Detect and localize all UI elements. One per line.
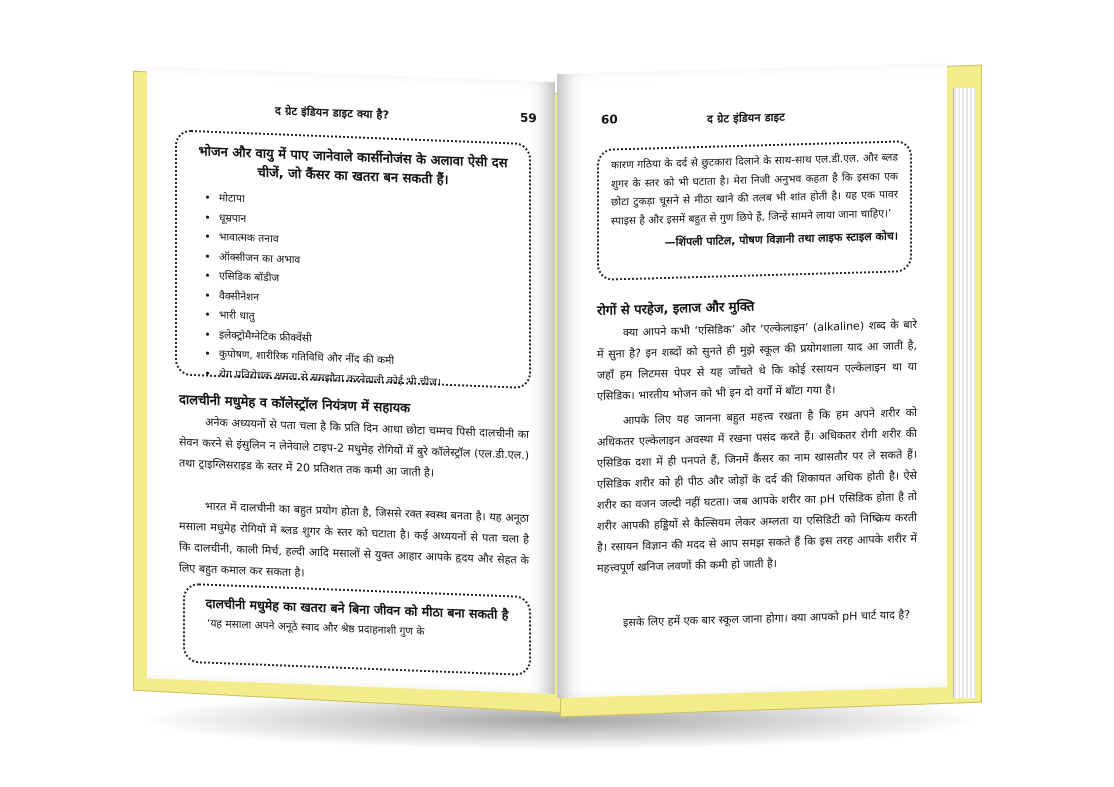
list-item: • भावात्मक तनाव (219, 228, 519, 259)
quote-continuation-text: कारण गठिया के दर्द से छुटकारा दिलाने के साथ-साथ एल.डी.एल. और ब्लड शुगर के स्तर को भी घटाता है। मेरा निजी अनुभव कहता है कि इसका एक छोटा टुकड़ा चूसने से मीठा खाने की तलब भी शांत होती है। यह एक पावर स्पाइस है और इसमें बहुत से गुण छिपे हैं, जिन्हें सामने लाया जाना चाहिए।’ (611, 151, 898, 227)
list-item: • धूम्रपान (219, 209, 519, 240)
right-page (557, 63, 947, 698)
section-heading-diseases: रोगों से परहेज, इलाज और मुक्ति (597, 299, 755, 319)
section-heading-cinnamon: दालचीनी मधुमेह व कॉलेस्ट्रॉल नियंत्रण में सहायक (179, 392, 411, 417)
list-item: • इलेक्ट्रोमैग्नेटिक फ्रीक्वेंसी (219, 326, 519, 357)
cancer-factors-list (187, 188, 519, 396)
quote-continuation-box (597, 140, 912, 281)
list-item: • ऑक्सीजन का अभाव (219, 248, 519, 279)
list-item: • वैक्सीनेशन (219, 287, 519, 318)
cinnamon-quote-box (183, 583, 531, 676)
list-item: • कुपोषण, शारीरिक गतिविधि और नींद की कमी (219, 345, 519, 376)
right-running-head: द ग्रेट इंडियन डाइट (707, 110, 785, 126)
cinnamon-quote-title: दालचीनी मधुमेह का खतरा बने बिना जीवन को मीठा बना सकती है (205, 595, 509, 623)
paragraph: इसके लिए हमें एक बार स्कूल जाना होगा। क्या आपको pH चार्ट याद है? (623, 608, 911, 630)
left-page (147, 66, 555, 694)
list-item: • भारी धातु (219, 306, 519, 337)
list-item: • एसिडिक बॉडीज (219, 267, 519, 298)
right-page-number: 60 (601, 112, 618, 127)
paragraph: क्या आपने कभी ‘एसिडिक’ और ‘एल्केलाइन’ (alkaline) शब्द के बारे में सुना है? इन शब्दों को सुनते ही मुझे स्कूल की प्रयोगशाला याद आ जाती है, जहाँ हम लिटमस पेपर से यह जाँचते थे कि कोई रसायन एल्केलाइन था या एसिडिक। भारतीय भोजन को भी इन दो वर्गों में बाँटा गया है। (597, 317, 917, 403)
quote-signature: —शिंपली पाटिल, पोषण विज्ञानी तथा लाइफ स्टाइल कोच। (664, 229, 898, 249)
list-item: • रोग प्रतिरोधक क्षमता से समझौता करनेवाली कोई भी चीज। (219, 365, 519, 396)
left-page-number: 59 (520, 110, 537, 126)
cancer-factors-box (175, 129, 531, 389)
list-item: • मोटापा (219, 189, 519, 220)
paragraph: भारत में दालचीनी का बहुत प्रयोग होता है, जिससे रक्त स्वस्थ बनता है। यह अनूठा मसाला मधुमेह रोगियों में ब्लड शुगर के स्तर को घटाता है। कई अध्ययनों से पता चला है कि दालचीनी, काली मिर्च, हल्दी आदि मसालों से युक्त आहार आपके हृदय और सेहत के लिए बहुत कमाल कर सकता है। (179, 499, 529, 580)
paragraph: आपके लिए यह जानना बहुत महत्त्व रखता है कि हम अपने शरीर को अधिकतर एल्केलाइन अवस्था में रखना पसंद करते हैं। अधिकतर रोगी शरीर की एसिडिक दशा में ही पनपते हैं, जिनमें कैंसर का नाम खासतौर पर ले सकते हैं। एसिडिक शरीर को ही पीठ और जोड़ों के दर्द की शिकायत अधिक होती है। ऐसे शरीर का वजन जल्दी नहीं घटता। जब आपके शरीर का pH एसिडिक होता है तो शरीर आपकी हड्डियों से कैल्सियम लेकर अम्लता या एसिडिटी को निष्क्रिय करती है। रसायन विज्ञान की मदद से आप समझ सकते हैं कि इस तरह आपके शरीर में महत्त्वपूर्ण खनिज लवणों की कमी हो जाती है। (597, 405, 917, 575)
cancer-factors-title: भोजन और वायु में पाए जानेवाले कार्सीनोजंस के अलावा ऐसी दस चीजें, जो कैंसर का खतरा बन सकती हैं। (198, 144, 508, 188)
paragraph: अनेक अध्ययनों से पता चला है कि प्रति दिन आधा छोटा चम्मच पिसी दालचीनी का सेवन करने से इंसुलिन न लेनेवाले टाइप-2 मधुमेह रोगियों में बुरे कॉलेस्ट्रॉल (एल.डी.एल.) तथा ट्राइग्लिसराइड के स्तर में 20 प्रतिशत तक कमी आ जाती है। (179, 415, 529, 480)
page-edges (953, 88, 976, 698)
cinnamon-quote-text: ‘यह मसाला अपने अनूठे स्वाद और श्रेष्ठ प्रदाहनाशी गुण के (207, 617, 425, 638)
left-running-head: द ग्रेट इंडियन डाइट क्या है? (275, 104, 390, 122)
